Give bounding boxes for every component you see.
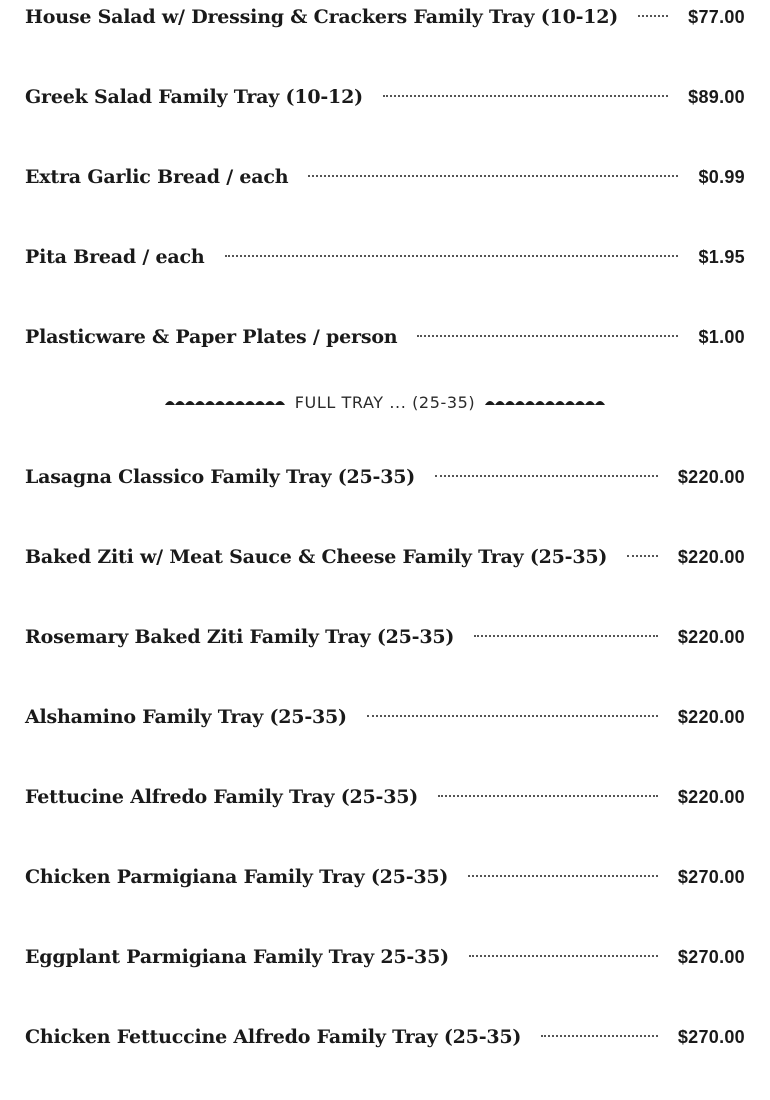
menu-item-price: $1.00 — [698, 326, 745, 347]
menu-item-price: $220.00 — [677, 546, 745, 567]
dotted-leader — [417, 335, 678, 337]
dotted-leader — [308, 175, 678, 177]
scallop-ornament-left — [165, 397, 285, 407]
menu-item-price: $77.00 — [688, 6, 745, 27]
menu-item-price: $89.00 — [688, 86, 745, 107]
menu-item[interactable] — [25, 242, 745, 272]
dotted-leader — [383, 95, 668, 97]
menu-item[interactable] — [25, 2, 745, 32]
menu-item[interactable] — [25, 782, 745, 812]
menu-item-name: Extra Garlic Bread / each — [25, 166, 289, 188]
menu-item-name: Lasagna Classico Family Tray (25-35) — [25, 466, 416, 488]
menu-item[interactable] — [25, 82, 745, 112]
dotted-leader — [435, 475, 658, 477]
menu-item-name: Greek Salad Family Tray (10-12) — [25, 86, 363, 108]
dotted-leader — [438, 795, 658, 797]
menu-item-name: Alshamino Family Tray (25-35) — [25, 706, 347, 728]
dotted-leader — [468, 875, 658, 877]
dotted-leader — [638, 15, 668, 17]
menu-item-price: $220.00 — [677, 466, 745, 487]
menu-item-name: Baked Ziti w/ Meat Sauce & Cheese Family Tray (25-35) — [25, 546, 608, 568]
menu-item-price: $0.99 — [698, 166, 745, 187]
menu-item-price: $220.00 — [677, 626, 745, 647]
menu-item-price: $1.95 — [698, 246, 745, 267]
dotted-leader — [367, 715, 658, 717]
menu-item-price: $270.00 — [677, 866, 745, 887]
menu-item-price: $270.00 — [677, 1026, 745, 1047]
dotted-leader — [474, 635, 658, 637]
menu-item-name: Rosemary Baked Ziti Family Tray (25-35) — [25, 626, 455, 648]
menu-item-price: $220.00 — [677, 786, 745, 807]
menu-item[interactable] — [25, 702, 745, 732]
menu-item-name: Fettucine Alfredo Family Tray (25-35) — [25, 786, 419, 808]
scallop-ornament-right — [485, 397, 605, 407]
dotted-leader — [541, 1035, 658, 1037]
section-divider — [160, 388, 610, 416]
menu-item[interactable] — [25, 942, 745, 972]
section-divider-label: FULL TRAY ... (25-35) — [294, 392, 476, 412]
menu-item[interactable] — [25, 1022, 745, 1052]
menu-item-price: $270.00 — [677, 946, 745, 967]
menu-item-price: $220.00 — [677, 706, 745, 727]
menu-item[interactable] — [25, 322, 745, 352]
menu-item[interactable] — [25, 462, 745, 492]
menu-item[interactable] — [25, 862, 745, 892]
dotted-leader — [225, 255, 679, 257]
menu-item-name: House Salad w/ Dressing & Crackers Family Tray (10-12) — [25, 6, 619, 28]
menu-item[interactable] — [25, 542, 745, 572]
menu-item-name: Eggplant Parmigiana Family Tray 25-35) — [25, 946, 449, 968]
menu-item-name: Plasticware & Paper Plates / person — [25, 326, 398, 348]
menu-item-name: Pita Bread / each — [25, 246, 205, 268]
dotted-leader — [469, 955, 658, 957]
dotted-leader — [627, 555, 658, 557]
menu-item-name: Chicken Parmigiana Family Tray (25-35) — [25, 866, 449, 888]
menu-item[interactable] — [25, 162, 745, 192]
menu-item-name: Chicken Fettuccine Alfredo Family Tray (25-35) — [25, 1026, 522, 1048]
menu-item[interactable] — [25, 622, 745, 652]
